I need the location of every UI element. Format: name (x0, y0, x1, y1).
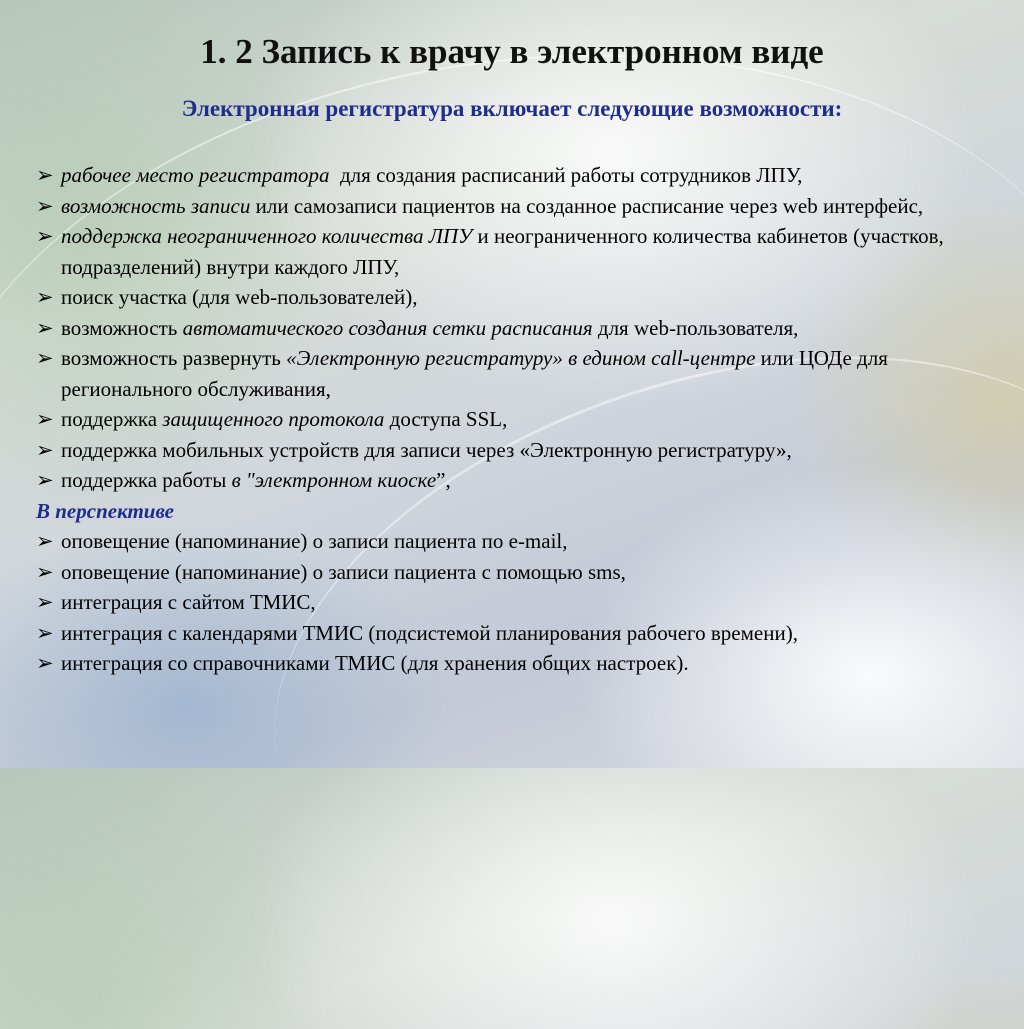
future-list-item: ➢ интеграция со справочниками ТМИС (для хранения общих настроек). (36, 648, 996, 679)
arrow-bullet-icon: ➢ (36, 468, 54, 492)
list-item: ➢ поиск участка (для web-пользователей), (36, 282, 996, 313)
perspective-heading: В перспективе (36, 498, 174, 523)
list-item: ➢ поддержка неограниченного количества ЛПУ и неограниченного количества кабинетов (участков, подразделений) внутри каждого ЛПУ, (36, 221, 996, 282)
list-item: ➢ поддержка защищенного протокола доступа SSL, (36, 404, 996, 435)
future-list-item: ➢ интеграция с календарями ТМИС (подсистемой планирования рабочего времени), (36, 618, 996, 649)
arrow-bullet-icon: ➢ (36, 163, 54, 187)
arrow-bullet-icon: ➢ (36, 315, 54, 340)
arrow-bullet-icon: ➢ (36, 437, 54, 462)
arrow-bullet-icon: ➢ (36, 346, 54, 370)
list-item: ➢ поддержка мобильных устройств для записи через «Электронную регистратуру», (36, 435, 996, 466)
slide-title: 1. 2 Запись к врачу в электронном виде (200, 32, 824, 71)
arrow-bullet-icon: ➢ (36, 590, 54, 614)
list-item: ➢ возможность автоматического создания сетки расписания для web-пользователя, (36, 313, 996, 344)
list-item: ➢ поддержка работы в "электронном киоске”, (36, 465, 996, 496)
future-list-item: ➢ оповещение (напоминание) о записи пациента с помощью sms, (36, 557, 996, 588)
arrow-bullet-icon: ➢ (36, 620, 54, 645)
arrow-bullet-icon: ➢ (36, 285, 54, 309)
arrow-bullet-icon: ➢ (36, 193, 54, 218)
arrow-bullet-icon: ➢ (36, 407, 54, 431)
future-list-item: ➢ оповещение (напоминание) о записи пациента по e-mail, (36, 526, 996, 557)
list-item: ➢ возможность развернуть «Электронную регистратуру» в едином call-центре или ЦОДе для регионального обслуживания, (36, 343, 996, 404)
arrow-bullet-icon: ➢ (36, 529, 54, 553)
arrow-bullet-icon: ➢ (36, 224, 54, 248)
slide-subtitle: Электронная регистратура включает следующие возможности: (181, 96, 843, 121)
arrow-bullet-icon: ➢ (36, 559, 54, 584)
feature-list (36, 160, 996, 679)
future-list-item: ➢ интеграция с сайтом ТМИС, (36, 587, 996, 618)
arrow-bullet-icon: ➢ (36, 651, 54, 675)
list-item: ➢ рабочее место регистратора для создания расписаний работы сотрудников ЛПУ, (36, 160, 996, 191)
list-item: ➢ возможность записи или самозаписи пациентов на созданное расписание через web интерфейс, (36, 191, 996, 222)
